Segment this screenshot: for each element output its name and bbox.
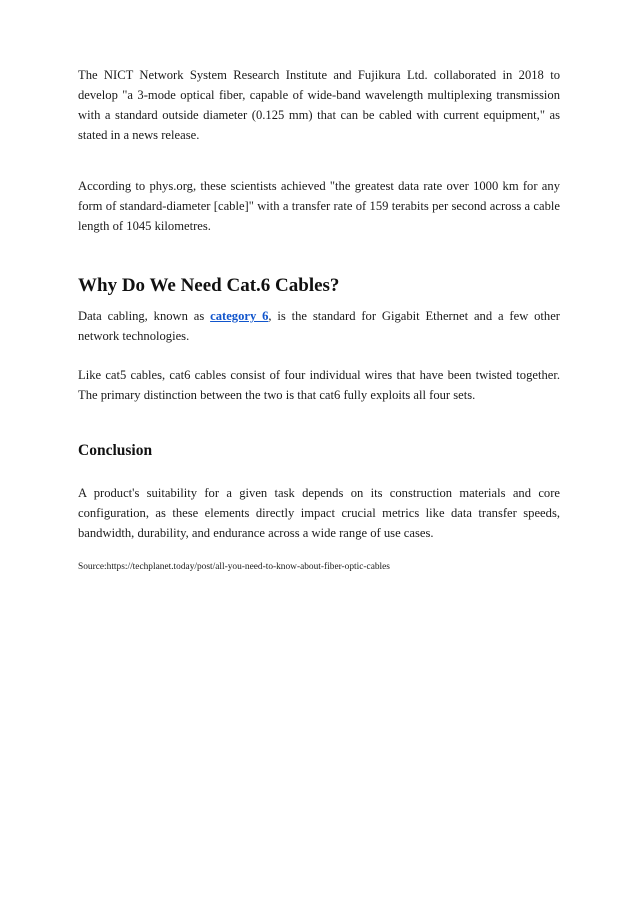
category-6-link[interactable]: category 6: [210, 309, 269, 323]
spacer: [78, 346, 560, 365]
spacer: [78, 543, 560, 560]
paragraph-cat5-cat6: Like cat5 cables, cat6 cables consist of four individual wires that have been twisted together. The primary distinction between the two is that cat6 fully exploits all four sets.: [78, 368, 560, 402]
paragraph-data-cabling: [78, 306, 560, 346]
spacer: [78, 298, 560, 306]
document-content: [78, 65, 560, 574]
paragraph-text-after-link: , is the standard for Gigabit Ethernet and a few other network technologies.: [78, 309, 560, 343]
spacer: [78, 405, 560, 441]
source-citation: Source:https://techplanet.today/post/all-you-need-to-know-about-fiber-optic-cables: [78, 562, 390, 572]
spacer: [78, 461, 560, 483]
paragraph-conclusion: A product's suitability for a given task depends on its construction materials and core configuration, as these elements directly impact crucial metrics like data transfer speeds, bandwidth, durability, and endurance across a wide range of use cases.: [78, 486, 560, 540]
spacer: [78, 145, 560, 176]
heading-conclusion: Conclusion: [78, 442, 153, 459]
spacer: [78, 236, 560, 274]
heading-why-cat6: Why Do We Need Cat.6 Cables?: [78, 275, 340, 296]
paragraph-data-rate: According to phys.org, these scientists achieved "the greatest data rate over 1000 km for any form of standard-diameter [cable]" with a transfer rate of 159 terabits per second across a cable length of 1045 kilometres.: [78, 179, 560, 233]
paragraph-fiber-collaboration: The NICT Network System Research Institute and Fujikura Ltd. collaborated in 2018 to develop "a 3-mode optical fiber, capable of wide-band wavelength multiplexing transmission with a standard outside diameter (0.125 mm) that can be cabled with current equipment," as stated in a news release.: [78, 68, 560, 142]
paragraph-text-before-link: Data cabling, known as: [78, 309, 211, 323]
